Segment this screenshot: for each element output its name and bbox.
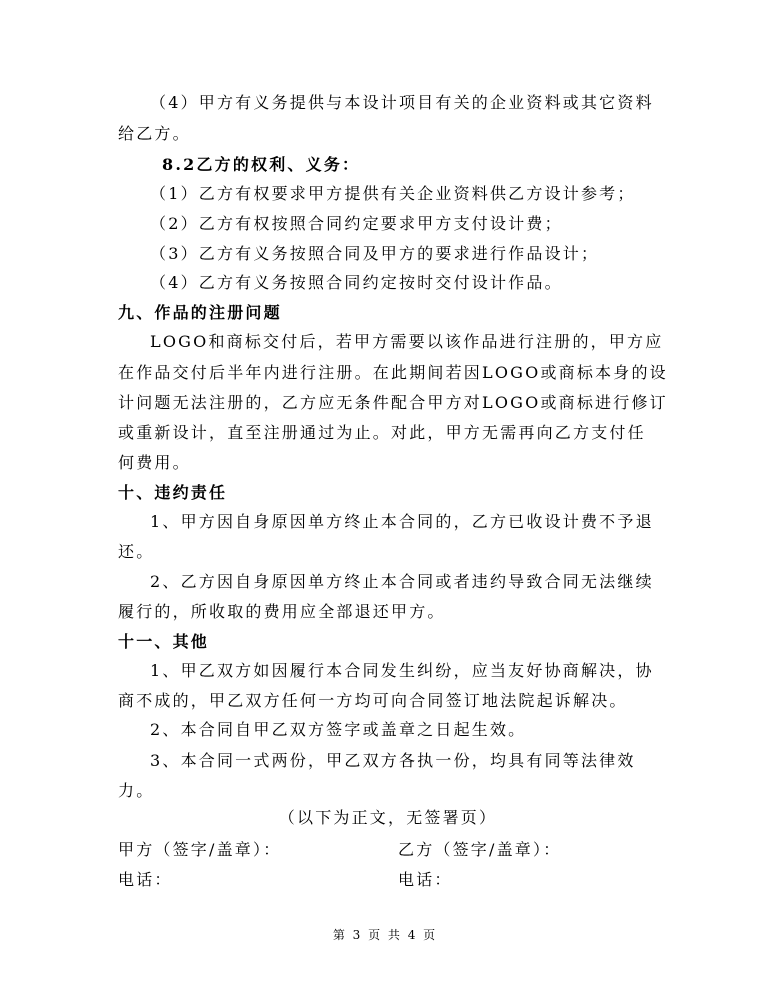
party-a-sign-label: 甲方（签字/盖章）：	[118, 840, 282, 859]
clause-8-1-item-4-line2: 给乙方。	[118, 124, 191, 143]
section-9-line-4: 或重新设计，直至注册通过为止。对此，甲方无需再向乙方支付任	[118, 423, 646, 442]
section-11-heading: 十一、其他	[118, 632, 210, 651]
section-11-p2: 2、本合同自甲乙双方签字或盖章之日起生效。	[150, 720, 527, 739]
clause-8-1-item-4-line1: （4）甲方有义务提供与本设计项目有关的企业资料或其它资料	[150, 93, 654, 112]
party-b-sign-label: 乙方（签字/盖章）：	[398, 840, 562, 859]
section-10-p2-line1: 2、乙方因自身原因单方终止本合同或者违约导致合同无法继续	[150, 572, 654, 591]
section-10-heading: 十、违约责任	[118, 483, 228, 502]
party-a-phone-label: 电话：	[118, 870, 173, 889]
section-11-p1-line2: 商不成的，甲乙双方任何一方均可向合同签订地法院起诉解决。	[118, 691, 628, 710]
clause-8-2-item-4: （4）乙方有义务按照合同约定按时交付设计作品。	[150, 273, 563, 292]
section-9-heading: 九、作品的注册问题	[118, 303, 282, 322]
section-11-p3-line2: 力。	[118, 781, 155, 800]
clause-8-2-item-2: （2）乙方有权按照合同约定要求甲方支付设计费；	[150, 214, 563, 233]
section-10-p2-line2: 履行的，所收取的费用应全部退还甲方。	[118, 602, 446, 621]
page-footer: 第 3 页 共 4 页	[332, 928, 438, 942]
section-9-line-1: LOGO和商标交付后，若甲方需要以该作品进行注册的，甲方应	[150, 332, 664, 351]
section-9-line-5: 何费用。	[118, 453, 191, 472]
section-11-p1-line1: 1、甲乙双方如因履行本合同发生纠纷，应当友好协商解决，协	[150, 661, 654, 680]
section-11-p3-line1: 3、本合同一式两份，甲乙双方各执一份，均具有同等法律效	[150, 751, 636, 770]
section-10-p1-line1: 1、甲方因自身原因单方终止本合同的，乙方已收设计费不予退	[150, 512, 654, 531]
party-b-phone-label: 电话：	[398, 870, 453, 889]
clause-8-2-item-1: （1）乙方有权要求甲方提供有关企业资料供乙方设计参考；	[150, 184, 636, 203]
signature-note: （以下为正文，无签署页）	[278, 808, 498, 827]
section-9-line-3: 计问题无法注册的，乙方应无条件配合甲方对LOGO或商标进行修订	[118, 393, 668, 412]
clause-8-2-heading: 8.2乙方的权利、义务：	[162, 155, 361, 174]
section-10-p1-line2: 还。	[118, 542, 155, 561]
clause-8-2-item-3: （3）乙方有义务按照合同及甲方的要求进行作品设计；	[150, 244, 600, 263]
section-9-line-2: 在作品交付后半年内进行注册。在此期间若因LOGO或商标本身的设	[118, 363, 668, 382]
